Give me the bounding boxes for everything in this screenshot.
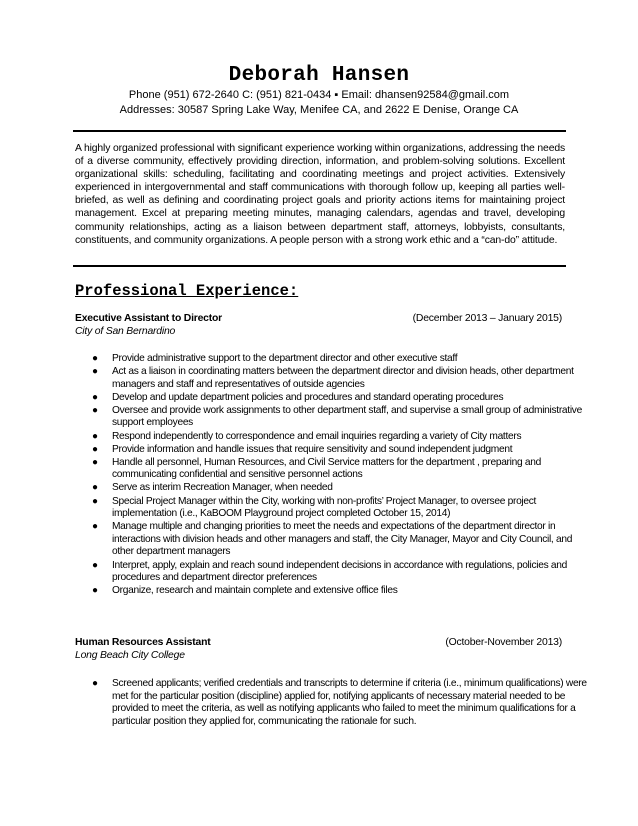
list-item: ● Handle all personnel, Human Resources, and Civil Service matters for the department , preparing and communicating confidential and sensitive personnel actions bbox=[92, 456, 541, 481]
divider-bottom bbox=[73, 265, 566, 267]
list-item: ● Provide information and handle issues that require sensitivity and sound independent judgment bbox=[92, 443, 513, 455]
job-duties-list bbox=[75, 353, 590, 598]
list-item: ● Oversee and provide work assignments to other department staff, and supervise a small group of administrative support employees bbox=[92, 404, 582, 429]
list-item: ● Special Project Manager within the City, working with non-profits’ Project Manager, to oversee project implementation (i.e., KaBOOM Playground project completed October 15, 2014) bbox=[92, 495, 537, 520]
bullet-icon: ● bbox=[92, 366, 98, 378]
bullet-icon: ● bbox=[92, 443, 98, 455]
job-dates: (October-November 2013) bbox=[445, 637, 562, 648]
list-item: ● Respond independently to correspondence and email inquiries regarding a variety of City matters bbox=[92, 430, 522, 442]
job-duties-list bbox=[75, 678, 590, 729]
list-item: ● Manage multiple and changing priorities to meet the needs and expectations of the department director in interactions with division heads and other managers and staff, the City Manager, Mayor and City Council, and other department managers bbox=[92, 521, 573, 558]
list-item: ● Organize, research and maintain complete and extensive office files bbox=[92, 585, 398, 597]
bullet-icon: ● bbox=[92, 495, 98, 507]
bullet-icon: ● bbox=[92, 430, 98, 442]
list-item: ● Interpret, apply, explain and reach sound independent decisions in accordance with regulations, policies and procedures and department director preferences bbox=[92, 559, 568, 584]
list-item: ● Provide administrative support to the department director and other executive staff bbox=[92, 353, 458, 364]
job-organization: City of San Bernardino bbox=[75, 326, 176, 337]
bullet-icon: ● bbox=[92, 678, 98, 689]
list-item: ● Act as a liaison in coordinating matters between the department director and division heads, other department managers and staff and representatives of outside agencies bbox=[92, 366, 574, 390]
bullet-icon: ● bbox=[92, 404, 98, 416]
job-title: Executive Assistant to Director bbox=[75, 313, 223, 324]
bullet-icon: ● bbox=[92, 482, 98, 494]
bullet-icon: ● bbox=[92, 391, 98, 403]
bullet-icon: ● bbox=[92, 456, 98, 468]
bullet-icon: ● bbox=[92, 521, 98, 533]
bullet-icon: ● bbox=[92, 559, 98, 571]
summary-paragraph: A highly organized professional with significant experience working within organizations, addressing the needs of a diverse community, effectively providing direction, information, and problem-solving solutions. Excellent organizational skills: scheduling, facilitating and coordinating meetings and project activities. Extensively experienced in intergovernmental and staff communications with thorough follow up, keeping all parties well-briefed, as well as defining and coordinating project goals and priority actions items for maintaining project management. Excel at preparing meeting minutes, managing calendars, agendas and travel, developing community relationships, acting as a liaison between department staff, attorneys, lobbyists, consultants, constituents, and community organizations. A people person with a strong work ethic and a “can-do” attitude. bbox=[75, 143, 565, 246]
list-item: ● Screened applicants; verified credentials and transcripts to determine if criteria (i.e., minimum qualifications) were met for the particular position (discipline) applied for, notifying applicants of necessary material needed to be provided to meet the criteria, as well as notifying applicants who failed to meet the minimum qualifications for a particular position they applied for, communicating the rationale for such. bbox=[92, 678, 587, 727]
section-title: Professional Experience: bbox=[75, 282, 299, 300]
address-line: Addresses: 30587 Spring Lake Way, Menifee CA, and 2622 E Denise, Orange CA bbox=[119, 104, 519, 116]
divider-top bbox=[73, 130, 566, 132]
job-dates: (December 2013 – January 2015) bbox=[412, 313, 562, 324]
list-item: ● Develop and update department policies and procedures and standard operating procedures bbox=[92, 391, 504, 403]
applicant-name: Deborah Hansen bbox=[228, 64, 410, 87]
job-organization: Long Beach City College bbox=[75, 650, 185, 661]
contact-line: Phone (951) 672-2640 C: (951) 821-0434 ▪ Email: dhansen92584@gmail.com bbox=[128, 89, 510, 101]
list-item: ● Serve as interim Recreation Manager, when needed bbox=[92, 482, 333, 494]
bullet-icon: ● bbox=[92, 353, 98, 364]
bullet-icon: ● bbox=[92, 585, 98, 597]
job-title: Human Resources Assistant bbox=[75, 637, 211, 648]
